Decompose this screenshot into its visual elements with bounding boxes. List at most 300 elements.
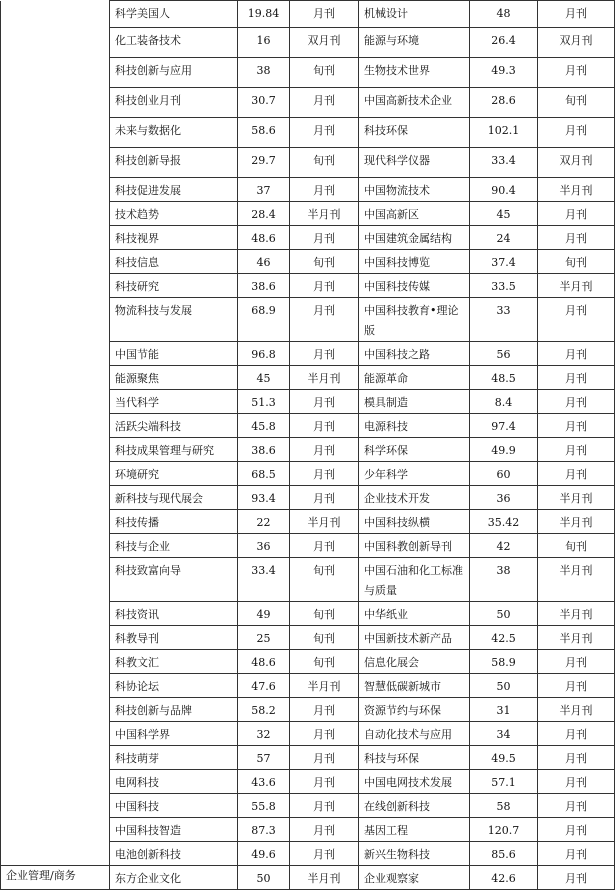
frequency-cell-text: 月刊 xyxy=(565,372,587,385)
journal-name-cell xyxy=(359,390,470,414)
price-cell-text: 49.5 xyxy=(491,752,516,765)
frequency-cell xyxy=(290,178,359,202)
price-cell xyxy=(238,534,290,558)
journal-name-cell-text: 科技致富向导 xyxy=(115,564,181,577)
category-cell xyxy=(1,602,110,626)
price-cell xyxy=(238,510,290,534)
frequency-cell-text: 月刊 xyxy=(565,304,587,317)
category-cell xyxy=(1,842,110,866)
frequency-cell xyxy=(290,462,359,486)
price-cell xyxy=(238,390,290,414)
category-cell xyxy=(1,534,110,558)
frequency-cell xyxy=(290,746,359,770)
journal-name-cell xyxy=(359,58,470,88)
category-cell xyxy=(1,626,110,650)
price-cell-text: 97.4 xyxy=(491,420,516,433)
journal-name-cell-text: 基因工程 xyxy=(364,824,408,837)
journal-name-cell xyxy=(359,414,470,438)
frequency-cell xyxy=(538,88,615,118)
table-row xyxy=(1,722,615,746)
category-cell xyxy=(1,28,110,58)
price-cell-text: 37.4 xyxy=(491,256,516,269)
journal-name-cell xyxy=(359,746,470,770)
journal-name-cell-text: 能源与环境 xyxy=(364,34,419,47)
frequency-cell-text: 月刊 xyxy=(313,304,335,317)
journal-name-cell-text: 中国科技博览 xyxy=(364,256,430,269)
price-cell-text: 45.8 xyxy=(251,420,276,433)
price-cell-text: 30.7 xyxy=(251,94,276,107)
frequency-cell xyxy=(290,794,359,818)
frequency-cell-text: 月刊 xyxy=(313,704,335,717)
frequency-cell-text: 月刊 xyxy=(313,728,335,741)
journal-name-cell-text: 物流科技与发展 xyxy=(115,304,192,317)
category-cell xyxy=(1,178,110,202)
price-cell-text: 36 xyxy=(496,492,511,505)
journal-name-cell xyxy=(359,650,470,674)
frequency-cell-text: 半月刊 xyxy=(307,680,341,693)
price-cell-text: 42 xyxy=(496,540,511,553)
frequency-cell-text: 月刊 xyxy=(565,64,587,77)
journal-name-cell xyxy=(359,602,470,626)
frequency-cell-text: 月刊 xyxy=(313,848,335,861)
journal-name-cell xyxy=(110,866,238,890)
frequency-cell xyxy=(290,698,359,722)
frequency-cell xyxy=(290,866,359,890)
table-row xyxy=(1,202,615,226)
table-row xyxy=(1,558,615,602)
frequency-cell-text: 月刊 xyxy=(565,872,587,885)
frequency-cell-text: 月刊 xyxy=(565,776,587,789)
journal-name-cell-text: 科教文汇 xyxy=(115,656,159,669)
journal-name-cell-text: 科技创新导报 xyxy=(115,154,181,167)
frequency-cell-text: 月刊 xyxy=(313,7,335,20)
price-cell xyxy=(470,510,538,534)
price-cell-text: 35.42 xyxy=(487,516,520,529)
price-cell-text: 68.5 xyxy=(251,468,276,481)
price-cell-text: 36 xyxy=(256,540,271,553)
journal-name-cell xyxy=(110,274,238,298)
journal-name-cell xyxy=(359,462,470,486)
category-cell xyxy=(1,414,110,438)
price-cell xyxy=(470,226,538,250)
journal-name-cell-text: 科技创新与应用 xyxy=(115,64,192,77)
journal-name-cell xyxy=(110,534,238,558)
journal-name-cell xyxy=(110,58,238,88)
frequency-cell-text: 半月刊 xyxy=(307,516,341,529)
price-cell xyxy=(470,28,538,58)
price-cell xyxy=(470,722,538,746)
price-cell-text: 51.3 xyxy=(251,396,276,409)
frequency-cell xyxy=(290,58,359,88)
table-row xyxy=(1,866,615,890)
frequency-cell-text: 旬刊 xyxy=(313,256,335,269)
journal-name-cell xyxy=(359,202,470,226)
table-row xyxy=(1,226,615,250)
frequency-cell-text: 半月刊 xyxy=(559,632,593,645)
price-cell xyxy=(238,674,290,698)
frequency-cell xyxy=(538,534,615,558)
table-row xyxy=(1,148,615,178)
price-cell-text: 96.8 xyxy=(251,348,276,361)
journal-name-cell xyxy=(359,1,470,28)
table-row xyxy=(1,88,615,118)
journal-name-cell xyxy=(359,118,470,148)
journal-name-cell xyxy=(110,510,238,534)
price-cell-text: 58.6 xyxy=(251,124,276,137)
journal-name-cell xyxy=(110,650,238,674)
price-cell xyxy=(238,178,290,202)
frequency-cell-text: 月刊 xyxy=(313,468,335,481)
frequency-cell-text: 旬刊 xyxy=(313,632,335,645)
journal-name-cell xyxy=(110,148,238,178)
frequency-cell xyxy=(538,298,615,342)
journal-name-cell-text: 中国科技之路 xyxy=(364,348,430,361)
journal-name-cell-text: 电源科技 xyxy=(364,420,408,433)
journal-name-cell xyxy=(359,438,470,462)
price-cell xyxy=(238,770,290,794)
frequency-cell xyxy=(290,226,359,250)
journal-name-cell-text: 电网科技 xyxy=(115,776,159,789)
frequency-cell-text: 月刊 xyxy=(565,848,587,861)
frequency-cell xyxy=(290,250,359,274)
journal-name-cell-text: 科技视界 xyxy=(115,232,159,245)
frequency-cell xyxy=(538,28,615,58)
journal-name-cell xyxy=(110,1,238,28)
price-cell xyxy=(238,746,290,770)
journal-name-cell-text: 新兴生物科技 xyxy=(364,848,430,861)
price-cell-text: 85.6 xyxy=(491,848,516,861)
journal-name-cell-text: 中国科技纵横 xyxy=(364,516,430,529)
journal-name-cell-text: 模具制造 xyxy=(364,396,408,409)
price-cell xyxy=(470,1,538,28)
journal-name-cell xyxy=(110,28,238,58)
price-cell-text: 32 xyxy=(256,728,271,741)
frequency-cell xyxy=(290,202,359,226)
price-cell-text: 34 xyxy=(496,728,511,741)
price-cell-text: 45 xyxy=(256,372,271,385)
journal-name-cell xyxy=(359,148,470,178)
price-cell-text: 50 xyxy=(496,680,511,693)
journal-name-cell xyxy=(110,486,238,510)
frequency-cell-text: 半月刊 xyxy=(559,704,593,717)
price-cell-text: 48.5 xyxy=(491,372,516,385)
frequency-cell-text: 月刊 xyxy=(565,468,587,481)
category-cell xyxy=(1,148,110,178)
frequency-cell-text: 月刊 xyxy=(313,776,335,789)
category-cell xyxy=(1,202,110,226)
journal-name-cell xyxy=(359,722,470,746)
frequency-cell-text: 月刊 xyxy=(565,752,587,765)
table-row xyxy=(1,842,615,866)
price-cell xyxy=(238,602,290,626)
price-cell xyxy=(470,674,538,698)
table-row xyxy=(1,746,615,770)
journal-name-cell-text: 资源节约与环保 xyxy=(364,704,441,717)
price-cell-text: 49 xyxy=(256,608,271,621)
journal-name-cell-text: 能源聚焦 xyxy=(115,372,159,385)
journal-name-cell xyxy=(110,88,238,118)
journal-name-cell xyxy=(359,818,470,842)
journal-name-cell-text: 科技促进发展 xyxy=(115,184,181,197)
journal-name-cell xyxy=(110,366,238,390)
price-cell xyxy=(470,274,538,298)
journal-name-cell-text: 科技与环保 xyxy=(364,752,419,765)
price-cell-text: 58 xyxy=(496,800,511,813)
table-row xyxy=(1,178,615,202)
frequency-cell xyxy=(538,178,615,202)
frequency-cell-text: 月刊 xyxy=(313,348,335,361)
frequency-cell xyxy=(538,1,615,28)
journal-name-cell-text: 中国新技术新产品 xyxy=(364,632,452,645)
table-row xyxy=(1,650,615,674)
journal-name-cell xyxy=(110,674,238,698)
frequency-cell-text: 双月刊 xyxy=(559,34,593,47)
journal-name-cell xyxy=(359,298,470,342)
price-cell xyxy=(238,366,290,390)
frequency-cell xyxy=(538,770,615,794)
frequency-cell xyxy=(538,148,615,178)
table-row xyxy=(1,626,615,650)
journal-name-cell-text: 中国科技智造 xyxy=(115,824,181,837)
category-cell xyxy=(1,650,110,674)
price-cell xyxy=(470,746,538,770)
price-cell xyxy=(238,650,290,674)
price-cell-text: 49.9 xyxy=(491,444,516,457)
category-cell xyxy=(1,722,110,746)
journal-name-cell xyxy=(110,818,238,842)
category-cell-text: 企业管理/商务 xyxy=(6,869,76,882)
journal-name-cell-text: 未来与数据化 xyxy=(115,124,181,137)
frequency-cell xyxy=(290,88,359,118)
frequency-cell xyxy=(290,28,359,58)
price-cell-text: 33 xyxy=(496,304,511,317)
table-row xyxy=(1,438,615,462)
table-row xyxy=(1,794,615,818)
journal-name-cell xyxy=(359,250,470,274)
journal-name-cell-text: 科教导刊 xyxy=(115,632,159,645)
price-cell-text: 49.6 xyxy=(251,848,276,861)
price-cell xyxy=(238,462,290,486)
price-cell xyxy=(238,118,290,148)
price-cell-text: 22 xyxy=(256,516,271,529)
journal-name-cell-text: 中国科教创新导刊 xyxy=(364,540,452,553)
price-cell xyxy=(238,842,290,866)
frequency-cell-text: 半月刊 xyxy=(559,280,593,293)
journal-name-cell xyxy=(110,226,238,250)
price-cell xyxy=(470,390,538,414)
frequency-cell-text: 双月刊 xyxy=(307,34,341,47)
journal-name-cell-text: 科技研究 xyxy=(115,280,159,293)
frequency-cell-text: 月刊 xyxy=(313,184,335,197)
category-cell xyxy=(1,298,110,342)
price-cell-text: 33.4 xyxy=(251,564,276,577)
price-cell xyxy=(238,342,290,366)
journal-name-cell xyxy=(110,746,238,770)
frequency-cell-text: 月刊 xyxy=(313,492,335,505)
table-row xyxy=(1,534,615,558)
price-cell xyxy=(470,698,538,722)
journal-name-cell xyxy=(110,770,238,794)
frequency-cell xyxy=(538,650,615,674)
journal-name-cell xyxy=(110,794,238,818)
frequency-cell-text: 半月刊 xyxy=(559,516,593,529)
frequency-cell xyxy=(538,390,615,414)
frequency-cell-text: 月刊 xyxy=(313,540,335,553)
journal-name-cell-text: 活跃尖端科技 xyxy=(115,420,181,433)
frequency-cell-text: 半月刊 xyxy=(559,564,593,577)
price-cell-text: 90.4 xyxy=(491,184,516,197)
price-cell-text: 56 xyxy=(496,348,511,361)
price-cell xyxy=(470,148,538,178)
category-cell xyxy=(1,794,110,818)
frequency-cell-text: 月刊 xyxy=(565,124,587,137)
frequency-cell-text: 月刊 xyxy=(565,656,587,669)
journal-name-cell-text: 科技创业月刊 xyxy=(115,94,181,107)
frequency-cell-text: 月刊 xyxy=(313,396,335,409)
frequency-cell xyxy=(538,438,615,462)
journal-name-cell-text: 自动化技术与应用 xyxy=(364,728,452,741)
table-row xyxy=(1,390,615,414)
category-cell xyxy=(1,462,110,486)
frequency-cell-text: 双月刊 xyxy=(559,154,593,167)
frequency-cell-text: 半月刊 xyxy=(559,608,593,621)
price-cell-text: 29.7 xyxy=(251,154,276,167)
table-row xyxy=(1,510,615,534)
journal-name-cell xyxy=(110,178,238,202)
journal-name-cell xyxy=(359,226,470,250)
frequency-cell xyxy=(290,602,359,626)
journal-name-cell xyxy=(359,674,470,698)
price-cell-text: 16 xyxy=(256,34,271,47)
journal-name-cell-text: 科技环保 xyxy=(364,124,408,137)
price-cell-text: 38.6 xyxy=(251,280,276,293)
journal-name-cell xyxy=(110,202,238,226)
price-cell xyxy=(238,438,290,462)
journal-name-cell-text: 机械设计 xyxy=(364,7,408,20)
frequency-cell xyxy=(290,342,359,366)
frequency-cell xyxy=(290,366,359,390)
frequency-cell-text: 旬刊 xyxy=(565,256,587,269)
journal-name-cell-text: 科技萌芽 xyxy=(115,752,159,765)
frequency-cell xyxy=(538,274,615,298)
frequency-cell-text: 旬刊 xyxy=(313,608,335,621)
journal-name-cell xyxy=(359,794,470,818)
journal-name-cell xyxy=(110,390,238,414)
journal-name-cell-text: 生物技术世界 xyxy=(364,64,430,77)
price-cell-text: 60 xyxy=(496,468,511,481)
frequency-cell-text: 月刊 xyxy=(313,94,335,107)
table-row xyxy=(1,486,615,510)
price-cell xyxy=(470,342,538,366)
table-row xyxy=(1,674,615,698)
journal-name-cell-text: 中国石油和化工标准与质量 xyxy=(364,564,463,597)
journal-name-cell xyxy=(110,342,238,366)
journal-name-cell-text: 中国科技 xyxy=(115,800,159,813)
price-cell-text: 102.1 xyxy=(487,124,520,137)
price-cell-text: 42.6 xyxy=(491,872,516,885)
frequency-cell xyxy=(290,842,359,866)
price-cell xyxy=(238,722,290,746)
price-cell-text: 58.2 xyxy=(251,704,276,717)
category-cell xyxy=(1,698,110,722)
category-cell xyxy=(1,558,110,602)
price-cell xyxy=(470,366,538,390)
frequency-cell-text: 月刊 xyxy=(313,280,335,293)
frequency-cell-text: 旬刊 xyxy=(565,540,587,553)
frequency-cell-text: 月刊 xyxy=(565,824,587,837)
frequency-cell xyxy=(538,698,615,722)
price-cell xyxy=(470,866,538,890)
frequency-cell-text: 旬刊 xyxy=(313,656,335,669)
frequency-cell xyxy=(538,202,615,226)
journal-name-cell xyxy=(359,698,470,722)
journal-name-cell xyxy=(110,698,238,722)
frequency-cell-text: 月刊 xyxy=(565,348,587,361)
frequency-cell xyxy=(290,414,359,438)
price-cell-text: 37 xyxy=(256,184,271,197)
price-cell xyxy=(470,250,538,274)
journal-name-cell-text: 中国物流技术 xyxy=(364,184,430,197)
price-cell xyxy=(470,462,538,486)
category-cell xyxy=(1,274,110,298)
category-cell xyxy=(1,250,110,274)
price-cell xyxy=(470,626,538,650)
price-cell xyxy=(470,842,538,866)
frequency-cell-text: 半月刊 xyxy=(307,208,341,221)
price-cell xyxy=(470,438,538,462)
category-cell xyxy=(1,342,110,366)
category-cell xyxy=(1,366,110,390)
price-cell xyxy=(238,558,290,602)
frequency-cell-text: 半月刊 xyxy=(559,492,593,505)
journal-name-cell xyxy=(359,866,470,890)
price-cell-text: 87.3 xyxy=(251,824,276,837)
frequency-cell xyxy=(290,118,359,148)
price-cell xyxy=(470,178,538,202)
price-cell-text: 55.8 xyxy=(251,800,276,813)
price-cell xyxy=(238,58,290,88)
journal-name-cell-text: 中华纸业 xyxy=(364,608,408,621)
frequency-cell-text: 月刊 xyxy=(565,680,587,693)
category-cell xyxy=(1,88,110,118)
price-cell-text: 24 xyxy=(496,232,511,245)
frequency-cell xyxy=(538,818,615,842)
journal-name-cell xyxy=(110,602,238,626)
price-cell-text: 50 xyxy=(496,608,511,621)
journal-name-cell xyxy=(110,626,238,650)
price-cell-text: 45 xyxy=(496,208,511,221)
category-cell xyxy=(1,510,110,534)
journal-name-cell xyxy=(110,250,238,274)
price-cell xyxy=(470,794,538,818)
journal-name-cell xyxy=(359,842,470,866)
journal-name-cell-text: 少年科学 xyxy=(364,468,408,481)
frequency-cell-text: 月刊 xyxy=(313,752,335,765)
price-cell xyxy=(470,414,538,438)
frequency-cell xyxy=(290,1,359,28)
frequency-cell xyxy=(538,366,615,390)
table-row xyxy=(1,298,615,342)
price-cell-text: 38 xyxy=(496,564,511,577)
frequency-cell-text: 旬刊 xyxy=(313,564,335,577)
frequency-cell xyxy=(538,842,615,866)
journal-name-cell xyxy=(359,274,470,298)
frequency-cell-text: 月刊 xyxy=(313,824,335,837)
price-cell xyxy=(470,534,538,558)
price-cell xyxy=(238,148,290,178)
journal-name-cell-text: 当代科学 xyxy=(115,396,159,409)
price-cell-text: 47.6 xyxy=(251,680,276,693)
